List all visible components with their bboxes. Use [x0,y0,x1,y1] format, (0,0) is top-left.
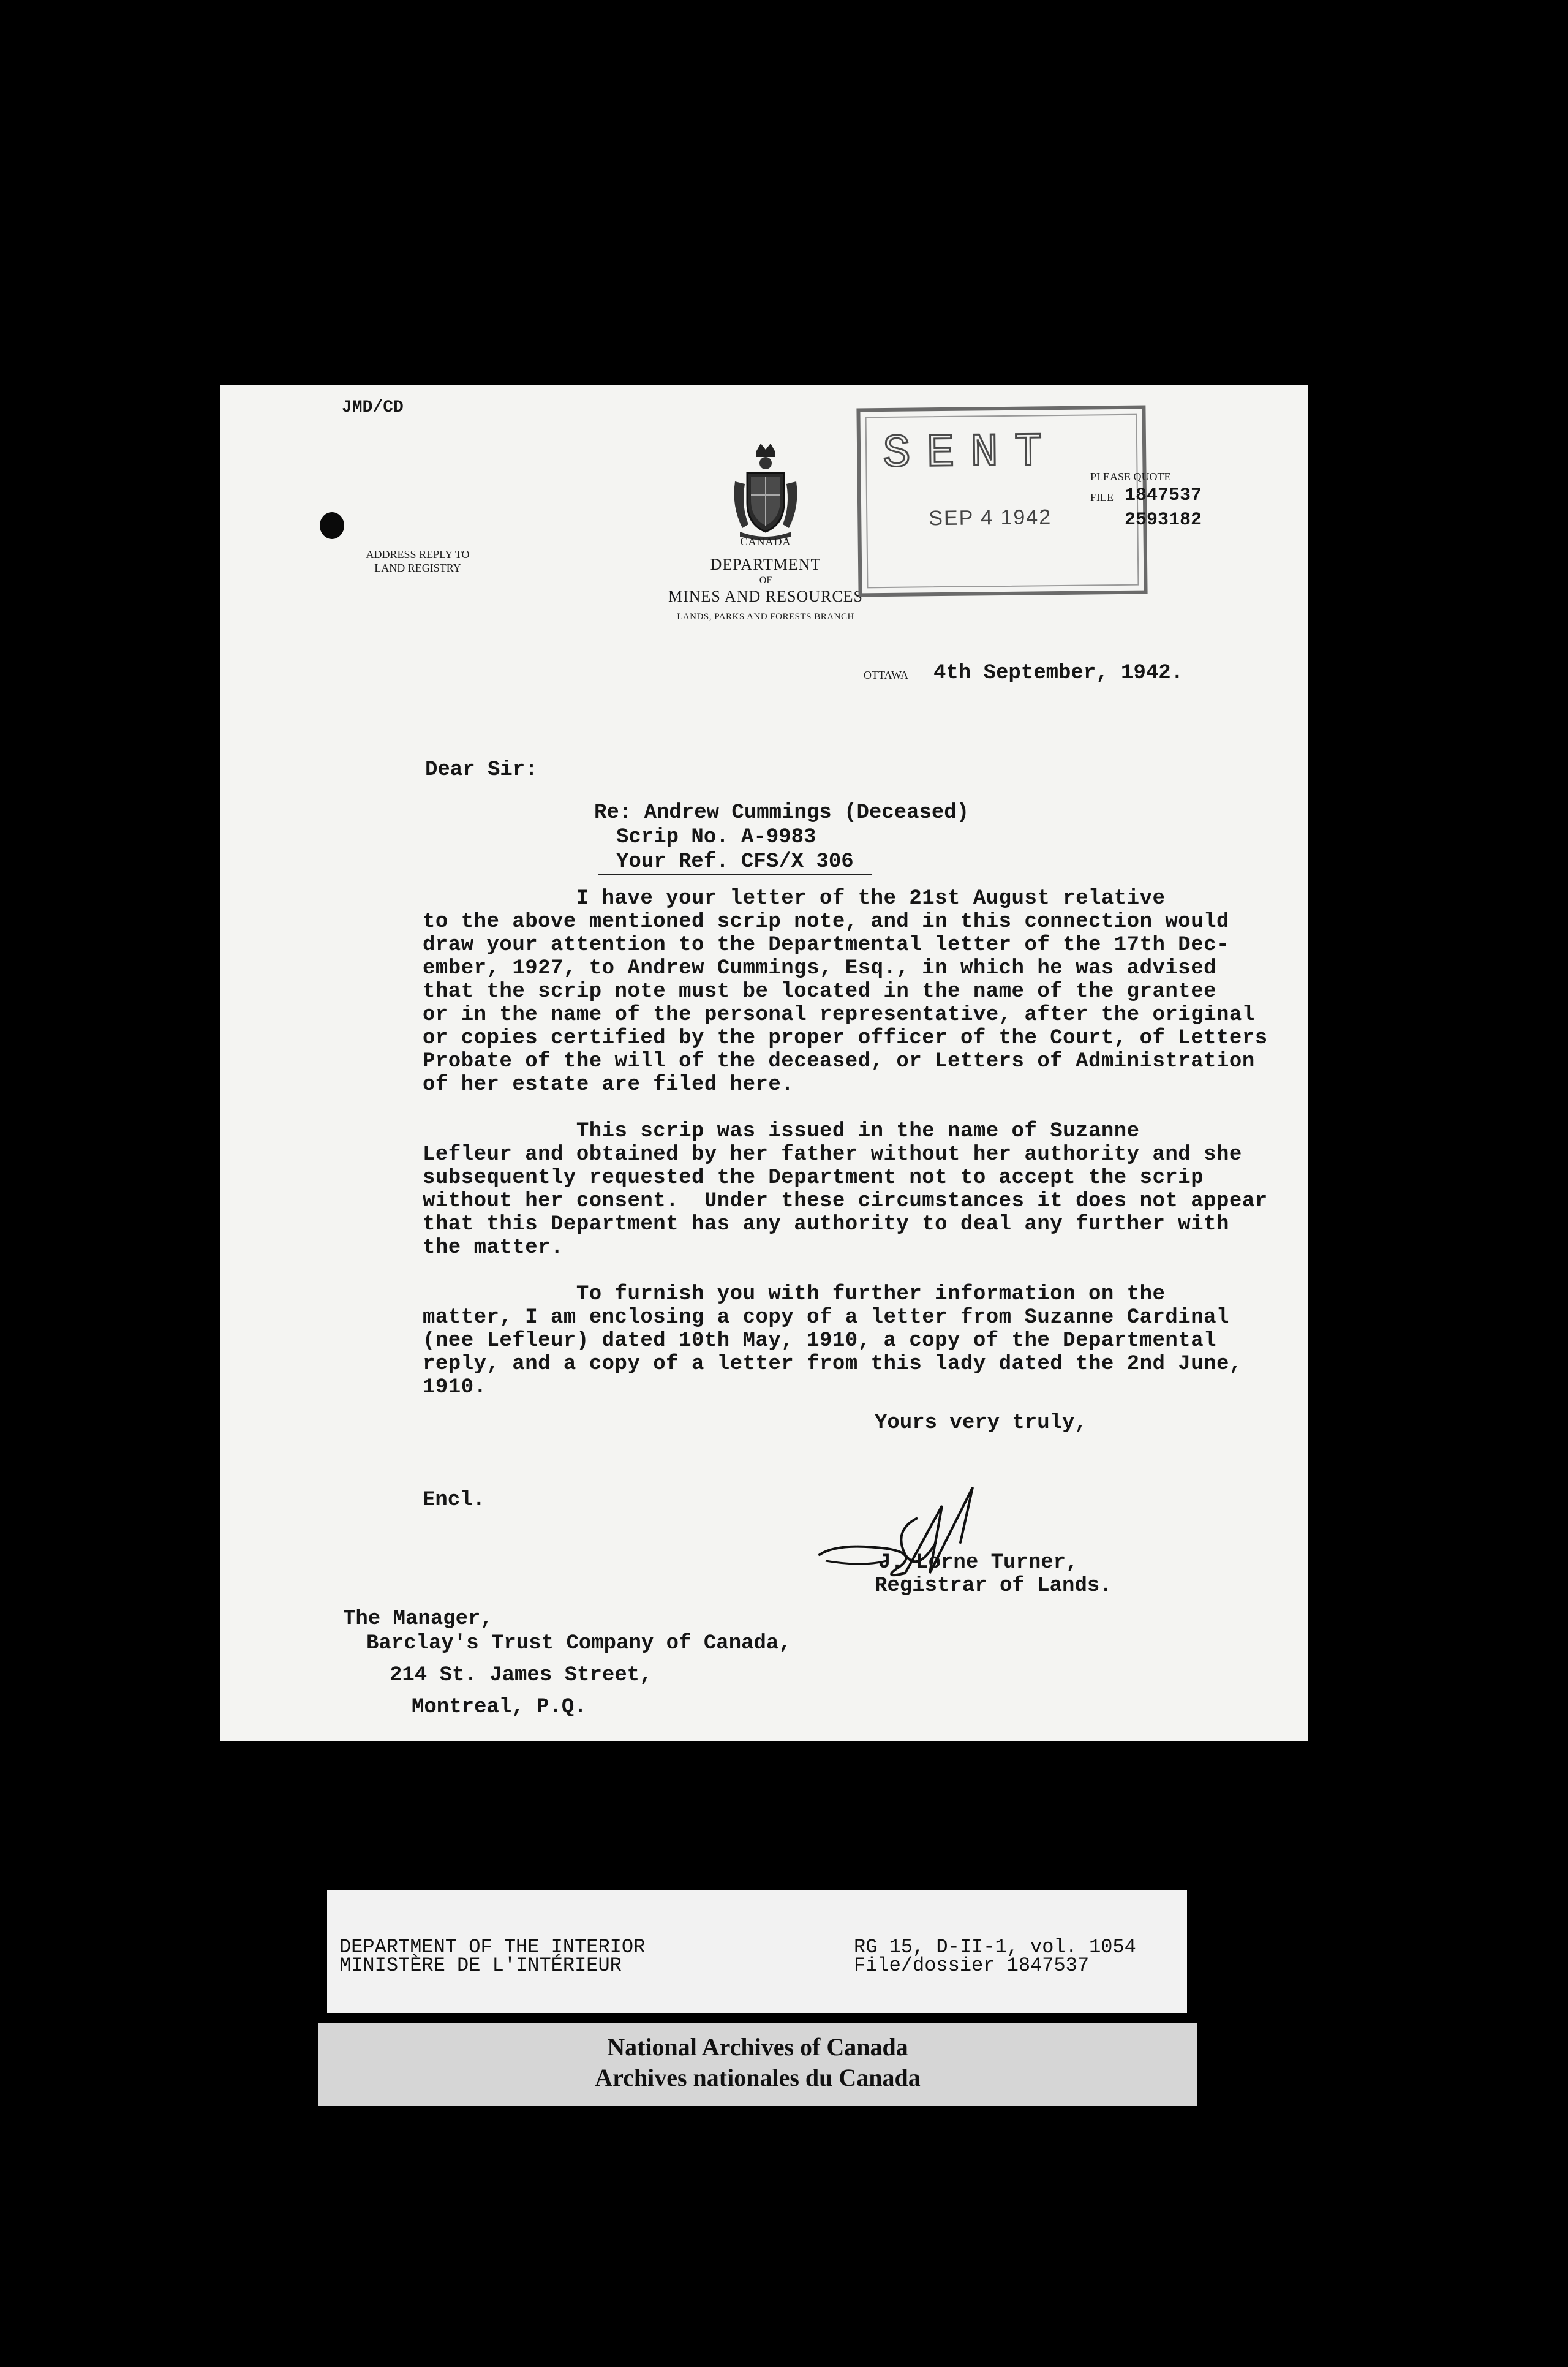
please-quote-label: PLEASE QUOTE [1090,470,1171,483]
body-line: (nee Lefleur) dated 10th May, 1910, a copy of the Departmental [423,1329,1217,1353]
address-reply-label [356,548,479,575]
file-number-2: 2593182 [1125,510,1202,530]
archives-french: Archives nationales du Canada [595,2064,921,2091]
stamp-date: SEP 4 1942 [929,505,1052,530]
letterhead-department: DEPARTMENT [710,556,821,573]
addressee-line: 214 St. James Street, [390,1664,652,1687]
place-label: OTTAWA [864,669,909,681]
body-line: or in the name of the personal representative, after the original [423,1003,1255,1027]
address-reply-line-1: ADDRESS REPLY TO [366,548,470,561]
body-line: without her consent. Under these circumstances it does not appear [423,1190,1268,1213]
enclosure-note: Encl. [423,1489,486,1512]
letterhead-of: OF [759,575,772,586]
body-line: subsequently requested the Department not to accept the scrip [423,1166,1204,1190]
letterhead-branch: LANDS, PARKS AND FORESTS BRANCH [677,612,854,622]
signatory-title: Registrar of Lands. [875,1574,1112,1598]
stamp-word: SENT [882,426,1059,481]
body-line: Probate of the will of the deceased, or Letters of Administration [423,1050,1255,1073]
body-line: Lefleur and obtained by her father without her authority and she [423,1143,1242,1166]
record-group-reference: RG 15, D-II-1, vol. 1054 [854,1936,1136,1958]
file-reference: File/dossier 1847537 [854,1954,1090,1977]
dept-french: MINISTÈRE DE L'INTÉRIEUR [339,1954,622,1977]
archive-reference-label [327,1890,1187,2013]
re-line-3: Your Ref. CFS/X 306 [598,850,872,875]
body-line: To furnish you with further information on the [423,1283,1166,1306]
addressee-line: The Manager, [343,1607,493,1631]
body-line: of her estate are filed here. [423,1073,794,1097]
addressee-line: Barclay's Trust Company of Canada, [366,1632,791,1655]
body-line: the matter. [423,1236,564,1259]
body-line: ember, 1927, to Andrew Cummings, Esq., in which he was advised [423,957,1217,980]
letterhead-ministry: MINES AND RESOURCES [668,587,864,605]
national-archives-banner [318,2023,1197,2106]
reference-initials: JMD/CD [342,398,404,417]
letter-page [221,385,1308,1741]
body-line: draw your attention to the Departmental letter of the 17th Dec- [423,934,1229,957]
closing: Yours very truly, [875,1411,1087,1435]
body-line: I have your letter of the 21st August relative [423,887,1166,910]
coat-of-arms-icon [729,439,802,542]
body-line: reply, and a copy of a letter from this lady dated the 2nd June, [423,1353,1242,1376]
body-line: 1910. [423,1376,487,1399]
salutation: Dear Sir: [425,758,538,782]
punch-hole [320,512,344,539]
file-label: FILE [1090,491,1114,504]
letterhead-country: CANADA [740,535,791,548]
body-line: that the scrip note must be located in the name of the grantee [423,980,1217,1003]
signatory-name: J. Lorne Turner, [878,1551,1079,1574]
body-line: or copies certified by the proper officer of the Court, of Letters [423,1027,1268,1050]
addressee-line: Montreal, P.Q. [412,1696,587,1719]
dept-english: DEPARTMENT OF THE INTERIOR [339,1936,646,1958]
body-line: that this Department has any authority to deal any further with [423,1213,1229,1236]
archives-english: National Archives of Canada [607,2033,908,2061]
letter-date: 4th September, 1942. [933,662,1184,685]
address-reply-line-2: LAND REGISTRY [374,562,461,574]
body-line: to the above mentioned scrip note, and in this connection would [423,910,1229,934]
body-line: This scrip was issued in the name of Suzanne [423,1120,1140,1143]
body-line: matter, I am enclosing a copy of a letter from Suzanne Cardinal [423,1306,1229,1329]
file-number-1: 1847537 [1125,485,1202,506]
re-line-1: Re: Andrew Cummings (Deceased) [594,801,970,825]
re-line-2: Scrip No. A-9983 [616,826,816,849]
